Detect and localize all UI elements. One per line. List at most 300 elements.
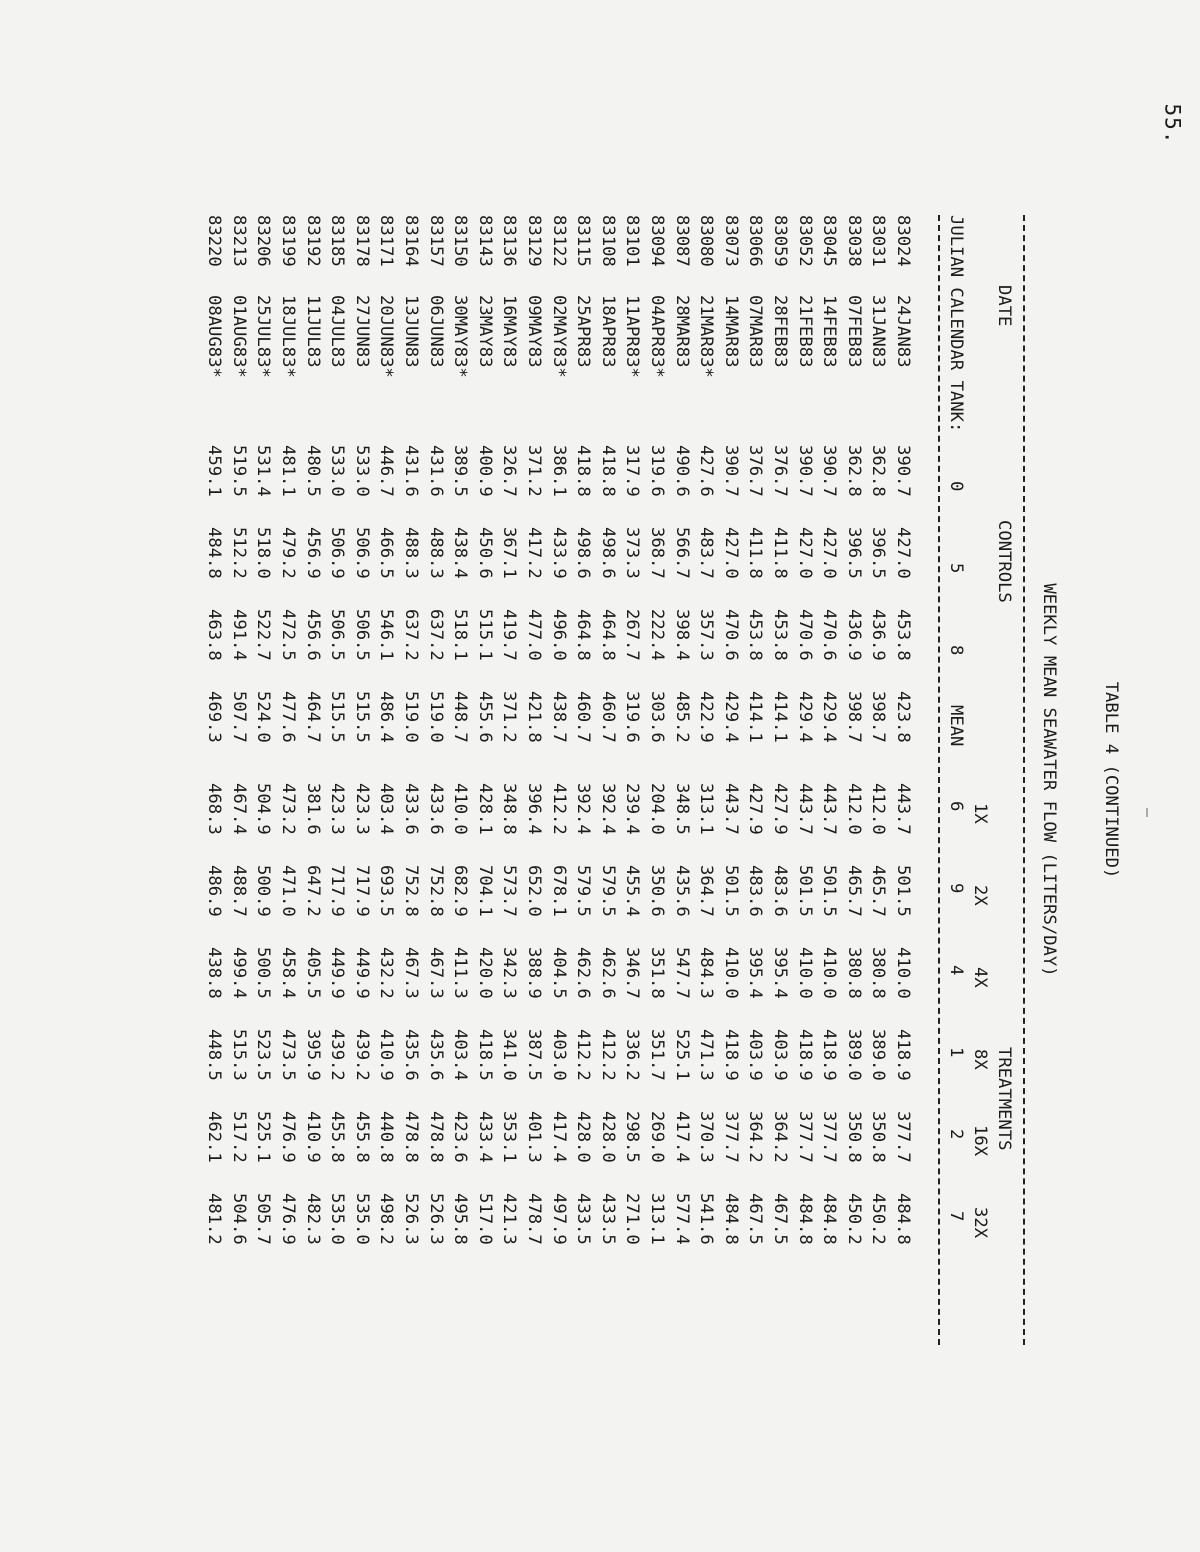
table-row bbox=[325, 215, 348, 1345]
table-row bbox=[768, 215, 791, 1345]
flow-value-cell: 389.5 bbox=[450, 445, 471, 497]
flow-value-cell: 418.9 bbox=[720, 1029, 741, 1081]
flow-value-cell: 380.8 bbox=[868, 947, 889, 999]
flow-value-cell: 478.8 bbox=[425, 1111, 446, 1163]
flow-value-cell: 362.8 bbox=[843, 445, 864, 497]
flow-value-cell: 390.7 bbox=[720, 445, 741, 497]
julian-date-cell: 83066 bbox=[745, 215, 766, 267]
concentration-header: 1X bbox=[970, 803, 990, 824]
calendar-date-cell: 28MAR83 bbox=[671, 295, 692, 368]
julian-date-cell: 83094 bbox=[647, 215, 667, 267]
table-row bbox=[547, 215, 570, 1345]
flow-value-cell: 518.1 bbox=[450, 609, 471, 661]
julian-date-cell: 83080 bbox=[696, 215, 717, 267]
flow-value-cell: 460.7 bbox=[597, 691, 618, 743]
flow-value-cell: 449.9 bbox=[327, 947, 348, 999]
flow-value-cell: 435.6 bbox=[425, 1029, 446, 1081]
flow-value-cell: 269.0 bbox=[647, 1111, 667, 1163]
flow-value-cell: 398.7 bbox=[868, 691, 889, 743]
table-title: TABLE 4 (CONTINUED) bbox=[1101, 681, 1121, 879]
flow-value-cell: 435.6 bbox=[401, 1029, 421, 1081]
flow-value-cell: 204.0 bbox=[647, 783, 667, 835]
flow-value-cell: 579.5 bbox=[597, 865, 618, 917]
flow-value-cell: 371.2 bbox=[499, 691, 520, 743]
flow-value-cell: 396.5 bbox=[868, 527, 889, 579]
flow-value-cell: 439.2 bbox=[351, 1029, 372, 1081]
flow-value-cell: 439.2 bbox=[327, 1029, 348, 1081]
table-row bbox=[891, 215, 914, 1345]
flow-value-cell: 392.4 bbox=[573, 783, 594, 835]
flow-value-cell: 239.4 bbox=[622, 783, 643, 835]
controls-header: CONTROLS bbox=[994, 520, 1014, 603]
flow-value-cell: 704.1 bbox=[474, 865, 495, 917]
flow-value-cell: 423.8 bbox=[893, 691, 913, 743]
table-row bbox=[620, 215, 643, 1345]
flow-value-cell: 488.3 bbox=[401, 527, 421, 579]
table-row bbox=[522, 215, 545, 1345]
flow-value-cell: 752.8 bbox=[425, 865, 446, 917]
flow-value-cell: 373.3 bbox=[622, 527, 643, 579]
flow-value-cell: 472.5 bbox=[278, 609, 298, 661]
flow-value-cell: 526.3 bbox=[401, 1193, 421, 1245]
julian-date-cell: 83199 bbox=[278, 215, 298, 267]
calendar-date-cell: 14MAR83 bbox=[720, 295, 741, 368]
concentration-header: 8X bbox=[970, 1049, 990, 1070]
flow-value-cell: 483.6 bbox=[745, 865, 766, 917]
flow-value-cell: 465.7 bbox=[843, 865, 864, 917]
flow-value-cell: 477.6 bbox=[278, 691, 298, 743]
flow-value-cell: 400.9 bbox=[474, 445, 495, 497]
flow-value-cell: 512.2 bbox=[228, 527, 249, 579]
flow-value-cell: 419.7 bbox=[499, 609, 520, 661]
flow-value-cell: 443.7 bbox=[893, 783, 913, 835]
julian-date-cell: 83024 bbox=[893, 215, 913, 267]
julian-date-cell: 83192 bbox=[302, 215, 323, 267]
flow-value-cell: 652.0 bbox=[524, 865, 544, 917]
top-rule bbox=[1023, 215, 1025, 1345]
flow-value-cell: 362.8 bbox=[868, 445, 889, 497]
flow-value-cell: 488.3 bbox=[425, 527, 446, 579]
calendar-date-cell: 30MAY83* bbox=[450, 295, 471, 378]
flow-value-cell: 377.7 bbox=[893, 1111, 913, 1163]
julian-date-cell: 83206 bbox=[253, 215, 274, 267]
flow-value-cell: 401.3 bbox=[524, 1111, 544, 1163]
tank-header: 0 bbox=[946, 481, 966, 492]
flow-value-cell: 412.0 bbox=[843, 783, 864, 835]
table-row bbox=[817, 215, 840, 1345]
flow-value-cell: 500.9 bbox=[253, 865, 274, 917]
julian-date-cell: 83038 bbox=[843, 215, 864, 267]
flow-value-cell: 501.5 bbox=[819, 865, 840, 917]
flow-value-cell: 523.5 bbox=[253, 1029, 274, 1081]
flow-value-cell: 469.3 bbox=[204, 691, 225, 743]
julian-date-cell: 83045 bbox=[819, 215, 840, 267]
flow-value-cell: 473.5 bbox=[278, 1029, 298, 1081]
calendar-date-cell: 25JUL83* bbox=[253, 295, 274, 378]
flow-value-cell: 353.1 bbox=[499, 1111, 520, 1163]
flow-value-cell: 410.9 bbox=[376, 1029, 397, 1081]
date-header: DATE bbox=[994, 285, 1014, 327]
flow-value-cell: 410.0 bbox=[720, 947, 741, 999]
flow-value-cell: 431.6 bbox=[401, 445, 421, 497]
flow-value-cell: 412.0 bbox=[868, 783, 889, 835]
flow-value-cell: 357.3 bbox=[696, 609, 717, 661]
flow-value-cell: 403.4 bbox=[450, 1029, 471, 1081]
flow-value-cell: 484.3 bbox=[696, 947, 717, 999]
flow-value-cell: 443.7 bbox=[720, 783, 741, 835]
flow-value-cell: 438.8 bbox=[204, 947, 225, 999]
julian-date-cell: 83087 bbox=[671, 215, 692, 267]
julian-calendar-tank-label: JULIAN CALENDAR TANK: bbox=[946, 215, 966, 433]
flow-value-cell: 462.1 bbox=[204, 1111, 225, 1163]
calendar-date-cell: 28FEB83 bbox=[770, 295, 790, 368]
flow-value-cell: 637.2 bbox=[425, 609, 446, 661]
flow-value-cell: 484.8 bbox=[794, 1193, 815, 1245]
flow-value-cell: 566.7 bbox=[671, 527, 692, 579]
flow-value-cell: 484.8 bbox=[893, 1193, 913, 1245]
flow-value-cell: 476.9 bbox=[278, 1193, 298, 1245]
flow-value-cell: 396.4 bbox=[524, 783, 544, 835]
flow-value-cell: 484.8 bbox=[720, 1193, 741, 1245]
flow-value-cell: 525.1 bbox=[671, 1029, 692, 1081]
flow-value-cell: 486.4 bbox=[376, 691, 397, 743]
flow-value-cell: 579.5 bbox=[573, 865, 594, 917]
flow-value-cell: 418.8 bbox=[597, 445, 618, 497]
calendar-date-cell: 08AUG83* bbox=[204, 295, 225, 378]
flow-value-cell: 678.1 bbox=[548, 865, 569, 917]
flow-value-cell: 377.7 bbox=[794, 1111, 815, 1163]
flow-value-cell: 390.7 bbox=[794, 445, 815, 497]
header-rule bbox=[938, 215, 940, 1345]
julian-date-cell: 83178 bbox=[351, 215, 372, 267]
flow-value-cell: 410.0 bbox=[794, 947, 815, 999]
flow-value-cell: 350.8 bbox=[843, 1111, 864, 1163]
table-row bbox=[448, 215, 471, 1345]
julian-date-cell: 83157 bbox=[425, 215, 446, 267]
flow-value-cell: 377.7 bbox=[720, 1111, 741, 1163]
flow-value-cell: 456.9 bbox=[302, 527, 323, 579]
flow-value-cell: 468.3 bbox=[204, 783, 225, 835]
flow-value-cell: 522.7 bbox=[253, 609, 274, 661]
flow-value-cell: 431.6 bbox=[425, 445, 446, 497]
julian-date-cell: 83052 bbox=[794, 215, 815, 267]
flow-value-cell: 462.6 bbox=[597, 947, 618, 999]
flow-value-cell: 390.7 bbox=[893, 445, 913, 497]
flow-value-cell: 448.5 bbox=[204, 1029, 225, 1081]
flow-value-cell: 506.5 bbox=[351, 609, 372, 661]
flow-value-cell: 480.5 bbox=[302, 445, 323, 497]
flow-value-cell: 427.0 bbox=[720, 527, 741, 579]
flow-value-cell: 467.5 bbox=[745, 1193, 766, 1245]
flow-value-cell: 501.5 bbox=[794, 865, 815, 917]
calendar-date-cell: 11JUL83 bbox=[302, 295, 323, 368]
flow-value-cell: 518.0 bbox=[253, 527, 274, 579]
tank-header: 4 bbox=[946, 965, 966, 976]
tank-header: 2 bbox=[946, 1129, 966, 1140]
flow-value-cell: 504.9 bbox=[253, 783, 274, 835]
table-row bbox=[743, 215, 766, 1345]
flow-value-cell: 481.2 bbox=[204, 1193, 225, 1245]
flow-value-cell: 411.8 bbox=[745, 527, 766, 579]
flow-value-cell: 427.6 bbox=[696, 445, 717, 497]
flow-value-cell: 317.9 bbox=[622, 445, 643, 497]
julian-date-cell: 83122 bbox=[548, 215, 569, 267]
flow-value-cell: 392.4 bbox=[597, 783, 618, 835]
flow-value-cell: 405.5 bbox=[302, 947, 323, 999]
flow-value-cell: 467.3 bbox=[425, 947, 446, 999]
flow-value-cell: 577.4 bbox=[671, 1193, 692, 1245]
flow-value-cell: 380.8 bbox=[843, 947, 864, 999]
calendar-date-cell: 20JUN83* bbox=[376, 295, 397, 378]
calendar-date-cell: 25APR83 bbox=[573, 295, 594, 368]
flow-value-cell: 398.7 bbox=[843, 691, 864, 743]
flow-value-cell: 541.6 bbox=[696, 1193, 717, 1245]
flow-value-cell: 517.2 bbox=[228, 1111, 249, 1163]
flow-value-cell: 491.4 bbox=[228, 609, 249, 661]
flow-value-cell: 455.4 bbox=[622, 865, 643, 917]
flow-value-cell: 421.8 bbox=[524, 691, 544, 743]
flow-value-cell: 414.1 bbox=[770, 691, 790, 743]
flow-value-cell: 498.6 bbox=[573, 527, 594, 579]
flow-value-cell: 411.3 bbox=[450, 947, 471, 999]
flow-value-cell: 350.6 bbox=[647, 865, 667, 917]
table-row bbox=[424, 215, 447, 1345]
flow-value-cell: 717.9 bbox=[351, 865, 372, 917]
flow-value-cell: 433.9 bbox=[548, 527, 569, 579]
flow-value-cell: 506.5 bbox=[327, 609, 348, 661]
julian-date-cell: 83220 bbox=[204, 215, 225, 267]
flow-value-cell: 455.8 bbox=[327, 1111, 348, 1163]
flow-value-cell: 412.2 bbox=[597, 1029, 618, 1081]
julian-date-cell: 83150 bbox=[450, 215, 471, 267]
flow-value-cell: 455.8 bbox=[351, 1111, 372, 1163]
calendar-date-cell: 09MAY83 bbox=[524, 295, 544, 368]
flow-value-cell: 462.6 bbox=[573, 947, 594, 999]
calendar-date-cell: 21FEB83 bbox=[794, 295, 815, 368]
flow-value-cell: 495.8 bbox=[450, 1193, 471, 1245]
flow-value-cell: 524.0 bbox=[253, 691, 274, 743]
flow-value-cell: 222.4 bbox=[647, 609, 667, 661]
flow-value-cell: 410.0 bbox=[893, 947, 913, 999]
flow-value-cell: 486.9 bbox=[204, 865, 225, 917]
flow-value-cell: 515.3 bbox=[228, 1029, 249, 1081]
flow-value-cell: 485.2 bbox=[671, 691, 692, 743]
julian-date-cell: 83108 bbox=[597, 215, 618, 267]
flow-value-cell: 535.0 bbox=[327, 1193, 348, 1245]
concentration-header: 4X bbox=[970, 967, 990, 988]
flow-value-cell: 367.1 bbox=[499, 527, 520, 579]
julian-date-cell: 83059 bbox=[770, 215, 790, 267]
table-row bbox=[202, 215, 225, 1345]
flow-value-cell: 364.7 bbox=[696, 865, 717, 917]
flow-value-cell: 488.7 bbox=[228, 865, 249, 917]
table-row bbox=[374, 215, 397, 1345]
flow-value-cell: 351.7 bbox=[647, 1029, 667, 1081]
flow-value-cell: 387.5 bbox=[524, 1029, 544, 1081]
flow-value-cell: 484.8 bbox=[819, 1193, 840, 1245]
flow-value-cell: 470.6 bbox=[720, 609, 741, 661]
calendar-date-cell: 31JAN83 bbox=[868, 295, 889, 368]
flow-value-cell: 420.0 bbox=[474, 947, 495, 999]
flow-value-cell: 547.7 bbox=[671, 947, 692, 999]
flow-value-cell: 432.2 bbox=[376, 947, 397, 999]
flow-value-cell: 505.7 bbox=[253, 1193, 274, 1245]
flow-value-cell: 348.8 bbox=[499, 783, 520, 835]
flow-value-cell: 423.6 bbox=[450, 1111, 471, 1163]
flow-value-cell: 482.3 bbox=[302, 1193, 323, 1245]
tank-header: 7 bbox=[946, 1211, 966, 1222]
flow-value-cell: 433.5 bbox=[597, 1193, 618, 1245]
flow-value-cell: 453.8 bbox=[745, 609, 766, 661]
flow-value-cell: 464.7 bbox=[302, 691, 323, 743]
calendar-date-cell: 06JUN83 bbox=[425, 295, 446, 368]
flow-value-cell: 526.3 bbox=[425, 1193, 446, 1245]
flow-value-cell: 313.1 bbox=[647, 1193, 667, 1245]
calendar-date-cell: 27JUN83 bbox=[351, 295, 372, 368]
flow-value-cell: 427.9 bbox=[770, 783, 790, 835]
calendar-date-cell: 21MAR83* bbox=[696, 295, 717, 378]
flow-value-cell: 455.6 bbox=[474, 691, 495, 743]
flow-value-cell: 458.4 bbox=[278, 947, 298, 999]
table-row bbox=[473, 215, 496, 1345]
table-row bbox=[842, 215, 865, 1345]
flow-value-cell: 533.0 bbox=[351, 445, 372, 497]
flow-value-cell: 428.0 bbox=[573, 1111, 594, 1163]
flow-value-cell: 303.6 bbox=[647, 691, 667, 743]
flow-value-cell: 433.5 bbox=[573, 1193, 594, 1245]
table-row bbox=[719, 215, 742, 1345]
julian-date-cell: 83129 bbox=[524, 215, 544, 267]
calendar-date-cell: 11APR83* bbox=[622, 295, 643, 378]
flow-value-cell: 478.7 bbox=[524, 1193, 544, 1245]
flow-value-cell: 411.8 bbox=[770, 527, 790, 579]
flow-value-cell: 319.6 bbox=[622, 691, 643, 743]
flow-value-cell: 460.7 bbox=[573, 691, 594, 743]
flow-value-cell: 410.0 bbox=[819, 947, 840, 999]
flow-value-cell: 336.2 bbox=[622, 1029, 643, 1081]
flow-value-cell: 647.2 bbox=[302, 865, 323, 917]
flow-value-cell: 370.3 bbox=[696, 1111, 717, 1163]
calendar-date-cell: 01AUG83* bbox=[228, 295, 249, 378]
flow-value-cell: 478.8 bbox=[401, 1111, 421, 1163]
flow-value-cell: 404.5 bbox=[548, 947, 569, 999]
table-row bbox=[645, 215, 668, 1345]
flow-value-cell: 450.2 bbox=[843, 1193, 864, 1245]
flow-value-cell: 515.5 bbox=[351, 691, 372, 743]
table-row bbox=[301, 215, 324, 1345]
flow-value-cell: 443.7 bbox=[819, 783, 840, 835]
flow-value-cell: 501.5 bbox=[893, 865, 913, 917]
flow-value-cell: 436.9 bbox=[868, 609, 889, 661]
flow-value-cell: 438.4 bbox=[450, 527, 471, 579]
table-row bbox=[866, 215, 889, 1345]
flow-value-cell: 466.5 bbox=[376, 527, 397, 579]
flow-value-cell: 446.7 bbox=[376, 445, 397, 497]
flow-value-cell: 483.7 bbox=[696, 527, 717, 579]
flow-value-cell: 448.7 bbox=[450, 691, 471, 743]
flow-value-cell: 364.2 bbox=[745, 1111, 766, 1163]
flow-value-cell: 476.9 bbox=[278, 1111, 298, 1163]
flow-value-cell: 423.3 bbox=[351, 783, 372, 835]
flow-value-cell: 435.6 bbox=[671, 865, 692, 917]
calendar-date-cell: 07MAR83 bbox=[745, 295, 766, 368]
flow-value-cell: 752.8 bbox=[401, 865, 421, 917]
flow-value-cell: 398.4 bbox=[671, 609, 692, 661]
flow-value-cell: 422.9 bbox=[696, 691, 717, 743]
flow-value-cell: 470.6 bbox=[819, 609, 840, 661]
tank-header: 5 bbox=[946, 563, 966, 574]
table-subtitle: WEEKLY MEAN SEAWATER FLOW (LITERS/DAY) bbox=[1039, 583, 1059, 977]
flow-value-cell: 341.0 bbox=[499, 1029, 520, 1081]
flow-value-cell: 414.1 bbox=[745, 691, 766, 743]
julian-date-cell: 83101 bbox=[622, 215, 643, 267]
table-row bbox=[793, 215, 816, 1345]
flow-value-cell: 467.3 bbox=[401, 947, 421, 999]
flow-value-cell: 429.4 bbox=[794, 691, 815, 743]
calendar-date-cell: 13JUN83 bbox=[401, 295, 421, 368]
flow-value-cell: 403.4 bbox=[376, 783, 397, 835]
flow-value-cell: 376.7 bbox=[770, 445, 790, 497]
flow-value-cell: 501.5 bbox=[720, 865, 741, 917]
flow-value-cell: 403.0 bbox=[548, 1029, 569, 1081]
flow-value-cell: 313.1 bbox=[696, 783, 717, 835]
flow-value-cell: 533.0 bbox=[327, 445, 348, 497]
tank-header: 9 bbox=[946, 883, 966, 894]
flow-value-cell: 465.7 bbox=[868, 865, 889, 917]
flow-value-cell: 395.4 bbox=[745, 947, 766, 999]
flow-value-cell: 412.2 bbox=[573, 1029, 594, 1081]
flow-value-cell: 433.4 bbox=[474, 1111, 495, 1163]
flow-value-cell: 395.4 bbox=[770, 947, 790, 999]
flow-value-cell: 433.6 bbox=[401, 783, 421, 835]
flow-value-cell: 390.7 bbox=[819, 445, 840, 497]
flow-value-cell: 467.5 bbox=[770, 1193, 790, 1245]
tank-header: 6 bbox=[946, 801, 966, 812]
calendar-date-cell: 04JUL83 bbox=[327, 295, 348, 368]
julian-date-cell: 83073 bbox=[720, 215, 741, 267]
flow-value-cell: 395.9 bbox=[302, 1029, 323, 1081]
julian-date-cell: 83031 bbox=[868, 215, 889, 267]
flow-value-cell: 376.7 bbox=[745, 445, 766, 497]
flow-value-cell: 427.0 bbox=[794, 527, 815, 579]
flow-value-cell: 506.9 bbox=[351, 527, 372, 579]
julian-date-cell: 83164 bbox=[401, 215, 421, 267]
flow-value-cell: 479.2 bbox=[278, 527, 298, 579]
flow-value-cell: 504.6 bbox=[228, 1193, 249, 1245]
calendar-date-cell: 14FEB83 bbox=[819, 295, 840, 368]
flow-value-cell: 429.4 bbox=[720, 691, 741, 743]
flow-value-cell: 531.4 bbox=[253, 445, 274, 497]
flow-value-cell: 481.1 bbox=[278, 445, 298, 497]
flow-value-cell: 453.8 bbox=[770, 609, 790, 661]
flow-value-cell: 418.5 bbox=[474, 1029, 495, 1081]
flow-value-cell: 403.9 bbox=[745, 1029, 766, 1081]
flow-value-cell: 497.9 bbox=[548, 1193, 569, 1245]
flow-value-cell: 433.6 bbox=[425, 783, 446, 835]
flow-value-cell: 467.4 bbox=[228, 783, 249, 835]
flow-value-cell: 464.8 bbox=[573, 609, 594, 661]
flow-value-cell: 410.9 bbox=[302, 1111, 323, 1163]
calendar-date-cell: 04APR83* bbox=[647, 295, 667, 378]
flow-value-cell: 546.1 bbox=[376, 609, 397, 661]
flow-value-cell: 418.9 bbox=[819, 1029, 840, 1081]
flow-value-cell: 271.0 bbox=[622, 1193, 643, 1245]
table-row bbox=[694, 215, 717, 1345]
flow-value-cell: 450.6 bbox=[474, 527, 495, 579]
flow-value-cell: 525.1 bbox=[253, 1111, 274, 1163]
flow-value-cell: 519.0 bbox=[401, 691, 421, 743]
flow-value-cell: 450.2 bbox=[868, 1193, 889, 1245]
